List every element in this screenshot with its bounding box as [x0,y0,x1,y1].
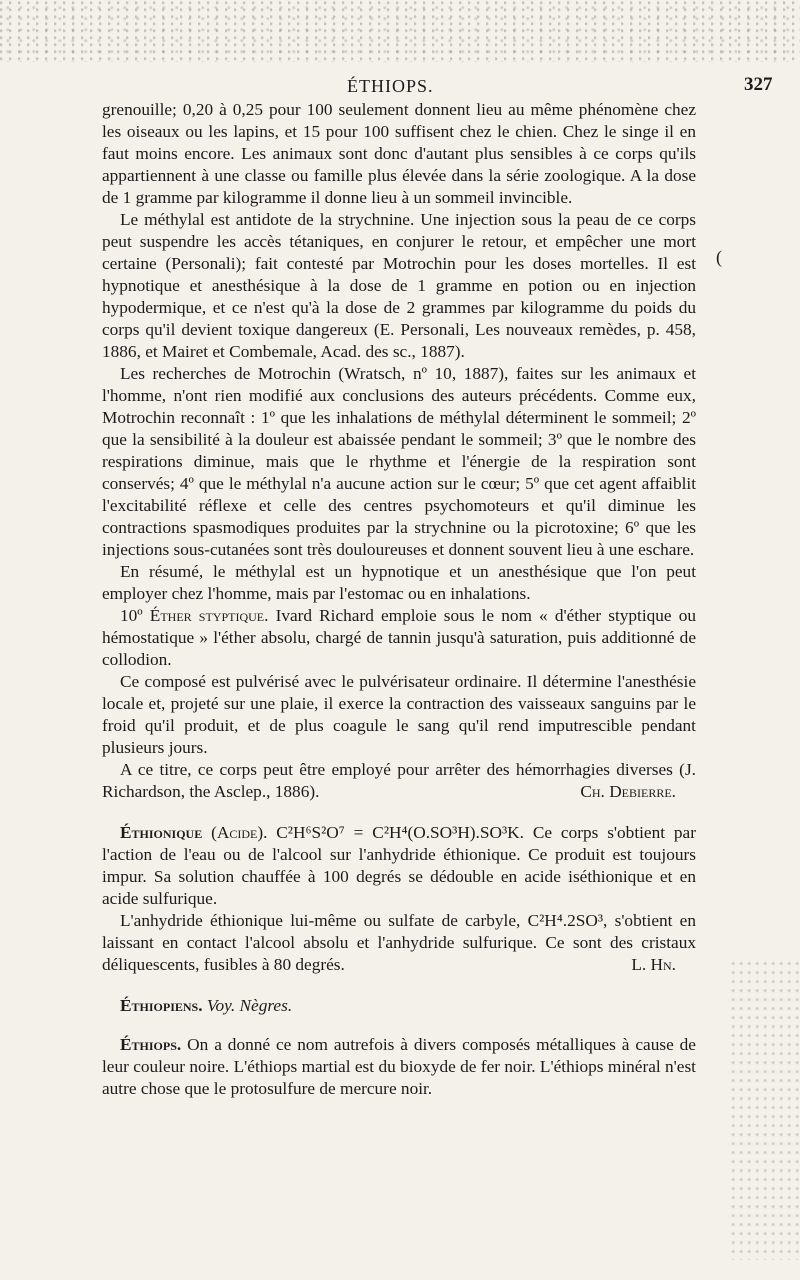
ether-closing [102,759,696,803]
ethionique-closing [102,910,696,976]
margin-mark: ( [716,247,722,267]
ether-heading: 10º Éther styptique. [120,606,269,625]
ethionique-entry [102,822,696,910]
spacer [102,1017,696,1034]
ether-entry [102,605,696,671]
ethionique-text: C²H⁶S²O⁷ = C²H⁴(O.SO³H).SO³K. Ce corps s'obtient par l'action de l'eau ou de l'alcool sur l'anhydride éthionique. Ce produit est toujours impur. Sa solution chauffée à 100 degrés se dédouble en acide iséthionique et en acide sulfurique. [102,823,696,908]
spacer [102,803,696,822]
ethiops-heading: Éthiops. [120,1035,182,1054]
running-head: ÉTHIOPS. [347,76,434,96]
ether-citation: A ce titre, ce corps peut être employé pour arrêter des hémorrhagies diverses (J. Richardson, the Asclep., 1886). [102,760,696,801]
page-edge-speckle [0,0,800,62]
paragraph: En résumé, le méthylal est un hypnotique et un anesthésique que l'on peut employer chez l'homme, mais par l'estomac ou en inhalations. [102,562,696,603]
ethiops-entry [102,1034,696,1100]
ethionique-heading: Éthionique [120,823,203,842]
ether-text: Ivard Richard emploie sous le nom « d'éther styptique ou hémostatique » l'éther absolu, chargé de tannin jusqu'à saturation, puis additionné de collodion. [102,606,696,669]
spacer [102,976,696,995]
author-signature: Ch. Debierre. [580,782,676,801]
ethiopiens-heading: Éthiopiens. [120,996,203,1015]
paragraph: grenouille; 0,20 à 0,25 pour 100 seulement donnent lieu au même phénomène chez les oiseaux ou les lapins, et 15 pour 100 suffisent chez le chien. Chez le singe il en faut moins encore. Les animaux sont donc d'autant plus sensibles à ce corps qu'ils appartiennent à une classe ou famille plus élevée dans la série zoologique. A la dose de 1 gramme par kilogramme il donne lieu à un sommeil invincible. [102,100,696,207]
ethiops-text: On a donné ce nom autrefois à divers composés métalliques à cause de leur couleur noire. L'éthiops martial est du bioxyde de fer noir. L'éthiops minéral n'est autre chose que le protosulfure de mercure noir. [102,1035,696,1098]
ethionique-qualifier: (Acide). [211,823,268,842]
ethiopiens-entry [102,995,696,1017]
paragraph: Les recherches de Motrochin (Wratsch, nº 10, 1887), faites sur les animaux et l'homme, n'ont rien modifié aux conclusions des auteurs précédents. Comme eux, Motrochin reconnaît : 1º que les inhalations de méthylal déterminent le sommeil; 2º que la sensibilité à la douleur est abaissée pendant le sommeil; 3º que le nombre des respirations diminue, mais que le rhythme et l'énergie de la respiration sont conservés; 4º que le méthylal n'a aucune action sur le cœur; 5º que cet agent affaiblit l'excitabilité réflexe et celle des centres psychomoteurs et qu'il diminue les contractions spasmodiques produites par la strychnine ou la picrotoxine; 6º que les injections sous-cutanées sont très douloureuses et donnent souvent lieu à une eschare. [102,364,696,559]
page-header [0,76,800,100]
ethiopiens-crossref: Voy. Nègres. [206,996,293,1015]
body-text [102,99,696,1100]
page-number: 327 [744,74,773,95]
paragraph: Ce composé est pulvérisé avec le pulvérisateur ordinaire. Il détermine l'anesthésie locale et, projeté sur une plaie, il exerce la contraction des vaisseaux sanguins par le froid qu'il produit, et de plus coagule le sang qu'il rend imputrescible pendant plusieurs jours. [102,672,696,757]
ethionique-text-2: L'anhydride éthionique lui-même ou sulfate de carbyle, C²H⁴.2SO³, s'obtient en laissant en contact l'alcool absolu et l'anhydride sulfurique. Ce sont des cristaux déliquescents, fusibles à 80 degrés. [102,911,696,974]
paragraph: Le méthylal est antidote de la strychnine. Une injection sous la peau de ce corps peut suspendre les accès tétaniques, en conjurer le retour, et empêcher une mort certaine (Personali); fait contesté par Motrochin pour les doses mortelles. Il est hypnotique et anesthésique à la dose de 1 gramme en potion ou en injection hypodermique, et ce n'est qu'à la dose de 2 grammes par kilogramme du poids du corps qu'il devient toxique dangereux (E. Personali, Les nouveaux remèdes, p. 458, 1886, et Mairet et Combemale, Acad. des sc., 1887). [102,210,696,361]
author-signature: L. Hn. [631,955,676,974]
page-edge-speckle [730,960,800,1260]
